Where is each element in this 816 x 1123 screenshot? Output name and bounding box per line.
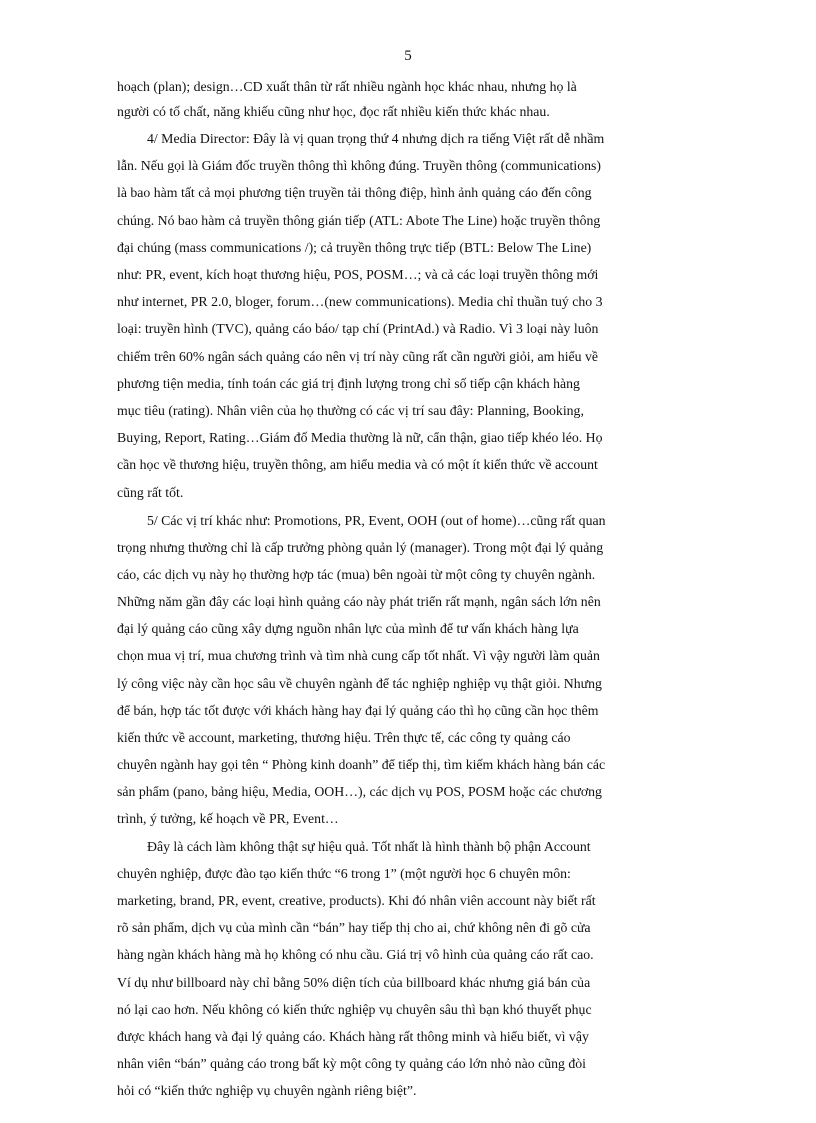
text-line: được khách hang và đại lý quảng cáo. Khách hàng rất thông minh và hiểu biết, vì vậy xyxy=(117,1029,589,1044)
page-number: 5 xyxy=(404,48,412,64)
text-line: để bán, hợp tác tốt được với khách hàng hay đại lý quảng cáo thì họ cũng cần học thêm xyxy=(117,703,599,718)
text-line: cũng rất tốt. xyxy=(117,485,184,500)
text-line: chọn mua vị trí, mua chương trình và tìm nhà cung cấp tốt nhất. Vì vậy người làm quản xyxy=(117,648,600,663)
text-line: chúng. Nó bao hàm cả truyền thông gián tiếp (ATL: Abote The Line) hoặc truyền thông xyxy=(117,213,601,228)
text-line: như: PR, event, kích hoạt thương hiệu, POS, POSM…; và cả các loại truyền thông mới xyxy=(117,267,599,282)
text-line: chuyên ngành hay gọi tên “ Phòng kinh doanh” để tiếp thị, tìm kiếm khách hàng bán các xyxy=(117,757,606,772)
text-line: 5/ Các vị trí khác như: Promotions, PR, Event, OOH (out of home)…cũng rất quan xyxy=(147,513,606,528)
text-line: là bao hàm tất cả mọi phương tiện truyền tải thông điệp, hình ảnh quảng cáo đến công xyxy=(117,185,592,200)
text-line: Những năm gần đây các loại hình quảng cáo này phát triển rất mạnh, ngân sách lớn nên xyxy=(117,594,601,609)
text-line: người có tố chất, năng khiếu cũng như học, đọc rất nhiều kiến thức khác nhau. xyxy=(117,104,550,119)
text-line: đại chúng (mass communications /); cả truyền thông trực tiếp (BTL: Below The Line) xyxy=(117,240,592,255)
text-line: cần học về thương hiệu, truyền thông, am hiểu media và có một ít kiến thức về account xyxy=(117,457,598,472)
text-line: sản phẩm (pano, bảng hiệu, Media, OOH…), các dịch vụ POS, POSM hoặc các chương xyxy=(117,784,602,799)
text-line: trọng nhưng thường chỉ là cấp trưởng phòng quản lý (manager). Trong một đại lý quảng xyxy=(117,540,604,555)
text-line: Buying, Report, Rating…Giám đố Media thường là nữ, cẩn thận, giao tiếp khéo léo. Họ xyxy=(117,430,603,445)
text-line: trình, ý tưởng, kế hoạch về PR, Event… xyxy=(117,811,339,826)
text-line: chuyên nghiệp, được đào tạo kiến thức “6 trong 1” (một người học 6 chuyên môn: xyxy=(117,866,571,881)
text-line: Đây là cách làm không thật sự hiệu quả. Tốt nhất là hình thành bộ phận Account xyxy=(147,839,591,854)
text-line: như internet, PR 2.0, bloger, forum…(new communications). Media chỉ thuần tuý cho 3 xyxy=(117,294,603,309)
text-line: cáo, các dịch vụ này họ thường hợp tác (mua) bên ngoài từ một công ty chuyên ngành. xyxy=(117,567,596,582)
text-line: mục tiêu (rating). Nhân viên của họ thường có các vị trí sau đây: Planning, Booking, xyxy=(117,403,584,418)
text-line: đại lý quảng cáo cũng xây dựng nguồn nhân lực của mình để tư vấn khách hàng lựa xyxy=(117,621,579,636)
text-line: lẫn. Nếu gọi là Giám đốc truyền thông thì không đúng. Truyền thông (communications) xyxy=(117,158,601,173)
text-line: hàng ngàn khách hàng mà họ không có nhu cầu. Giá trị vô hình của quảng cáo rất cao. xyxy=(117,947,594,962)
text-line: chiếm trên 60% ngân sách quảng cáo nên vị trí này cũng rất cần người giỏi, am hiểu về xyxy=(117,349,599,364)
text-line: lý công việc này cần học sâu về chuyên ngành để tác nghiệp nghiệp vụ thật giỏi. Nhưng xyxy=(117,676,602,691)
text-line: marketing, brand, PR, event, creative, products). Khi đó nhân viên account này biết rất xyxy=(117,893,596,908)
text-line: loại: truyền hình (TVC), quảng cáo báo/ tạp chí (PrintAd.) và Radio. Vì 3 loại này luôn xyxy=(117,321,599,336)
text-line: hỏi có “kiến thức nghiệp vụ chuyên ngành riêng biệt”. xyxy=(117,1083,417,1098)
text-line: hoạch (plan); design…CD xuất thân từ rất nhiều ngành học khác nhau, nhưng họ là xyxy=(117,79,577,94)
text-line: nhân viên “bán” quảng cáo trong bất kỳ một công ty quảng cáo lớn nhỏ nào cũng đòi xyxy=(117,1056,586,1071)
text-line: Ví dụ như billboard này chỉ bằng 50% diện tích của billboard khác nhưng giá bán của xyxy=(117,975,591,990)
text-line: phương tiện media, tính toán các giá trị định lượng trong chỉ số tiếp cận khách hàng xyxy=(117,376,580,391)
text-line: 4/ Media Director: Đây là vị quan trọng thứ 4 nhưng dịch ra tiếng Việt rất dễ nhầm xyxy=(147,131,605,146)
text-line: rõ sản phẩm, dịch vụ của mình cần “bán” hay tiếp thị cho ai, chứ không nên đi gõ cửa xyxy=(117,920,591,935)
text-line: kiến thức về account, marketing, thương hiệu. Trên thực tế, các công ty quảng cáo xyxy=(117,730,571,745)
text-line: nó lại cao hơn. Nếu không có kiến thức nghiệp vụ chuyên sâu thì bạn khó thuyết phục xyxy=(117,1002,592,1017)
